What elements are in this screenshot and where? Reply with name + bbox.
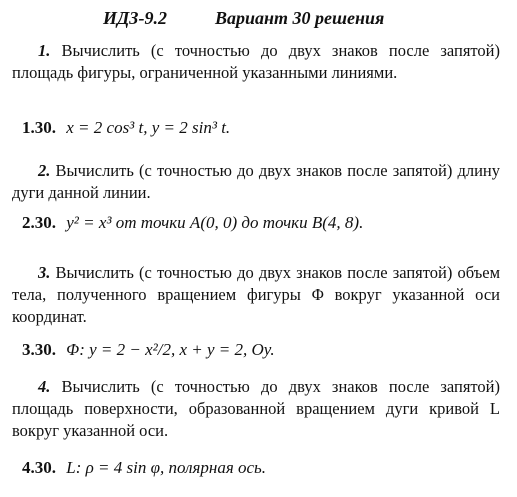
task-2 — [12, 160, 500, 204]
problem-3 — [22, 340, 275, 360]
task-text: Вычислить (с точностью до двух знаков после запятой) площадь поверхности, образованной вращением дуги кривой L вокруг указанной оси. — [12, 377, 501, 440]
task-number: 1. — [38, 41, 51, 60]
problem-formula: Φ: y = 2 − x²/2, x + y = 2, Oy. — [66, 340, 275, 359]
problem-number: 4.30. — [22, 458, 56, 477]
problem-1 — [22, 118, 230, 138]
problem-formula: x = 2 cos³ t, y = 2 sin³ t. — [66, 118, 231, 137]
task-1 — [12, 40, 500, 84]
problem-4 — [22, 458, 266, 478]
problem-number: 3.30. — [22, 340, 56, 359]
task-4 — [12, 376, 500, 442]
problem-formula: y² = x³ от точки A(0, 0) до точки B(4, 8). — [66, 213, 364, 232]
task-number: 4. — [38, 377, 51, 396]
task-number: 3. — [38, 263, 51, 282]
header-variant-title: Вариант 30 решения — [215, 8, 385, 28]
problem-number: 1.30. — [22, 118, 56, 137]
task-text: Вычислить (с точностью до двух знаков после запятой) длину дуги данной линии. — [12, 161, 501, 202]
header-assignment-code: ИДЗ-9.2 — [103, 8, 167, 28]
task-text: Вычислить (с точностью до двух знаков после запятой) объем тела, полученного вращением фигуры Φ вокруг указанной оси координат. — [12, 263, 501, 326]
problem-formula: L: ρ = 4 sin φ, полярная ось. — [66, 458, 266, 477]
task-3 — [12, 262, 500, 328]
problem-2 — [22, 213, 363, 233]
task-number: 2. — [38, 161, 51, 180]
problem-number: 2.30. — [22, 213, 56, 232]
task-text: Вычислить (с точностью до двух знаков после запятой) площадь фигуры, ограниченной указанными линиями. — [12, 41, 501, 82]
